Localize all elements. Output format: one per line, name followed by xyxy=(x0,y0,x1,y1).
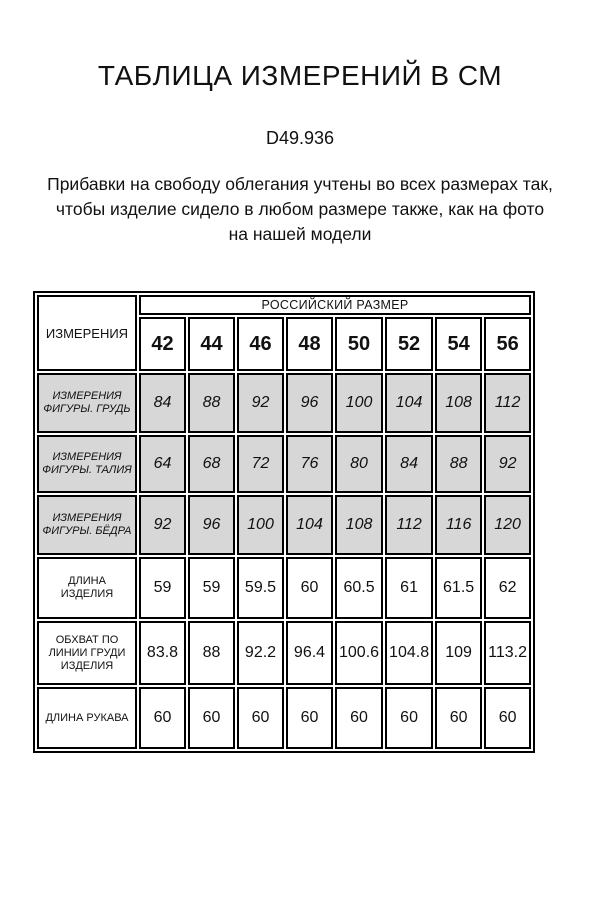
measurement-cell: 100 xyxy=(237,495,284,555)
measurement-cell: 92 xyxy=(484,435,531,493)
measurement-cell: 88 xyxy=(435,435,482,493)
measurement-cell: 112 xyxy=(385,495,433,555)
size-column-header: 46 xyxy=(237,317,284,371)
measurement-cell: 92.2 xyxy=(237,621,284,685)
measurements-table xyxy=(33,291,535,753)
size-column-header: 42 xyxy=(139,317,186,371)
size-column-header: 54 xyxy=(435,317,482,371)
product-code: D49.936 xyxy=(265,128,335,148)
measurement-cell: 72 xyxy=(237,435,284,493)
measurement-cell: 60 xyxy=(286,557,333,619)
measurement-cell: 88 xyxy=(188,373,235,433)
fit-note xyxy=(0,172,600,247)
measurement-cell: 96.4 xyxy=(286,621,333,685)
table-row-body-waist xyxy=(37,435,531,493)
row-label: ИЗМЕРЕНИЯ ФИГУРЫ. ТАЛИЯ xyxy=(37,435,137,493)
table-row-body-chest xyxy=(37,373,531,433)
measurement-cell: 113.2 xyxy=(484,621,531,685)
row-label: ОБХВАТ ПО ЛИНИИ ГРУДИ ИЗДЕЛИЯ xyxy=(37,621,137,685)
size-column-header: 50 xyxy=(335,317,383,371)
measurements-corner-header: ИЗМЕРЕНИЯ xyxy=(37,295,137,371)
measurement-cell: 104 xyxy=(286,495,333,555)
measurement-cell: 84 xyxy=(385,435,433,493)
row-label: ДЛИНА РУКАВА xyxy=(37,687,137,749)
measurement-cell: 60.5 xyxy=(335,557,383,619)
measurement-cell: 62 xyxy=(484,557,531,619)
table-row-garment-chest xyxy=(37,621,531,685)
measurement-cell: 60 xyxy=(484,687,531,749)
measurement-cell: 60 xyxy=(286,687,333,749)
measurement-cell: 88 xyxy=(188,621,235,685)
fit-note-line: Прибавки на свободу облегания учтены во всех размерах так, xyxy=(47,174,553,194)
measurement-cell: 116 xyxy=(435,495,482,555)
measurement-cell: 109 xyxy=(435,621,482,685)
table-row-sleeve-length xyxy=(37,687,531,749)
measurement-cell: 120 xyxy=(484,495,531,555)
measurement-cell: 64 xyxy=(139,435,186,493)
russian-size-group-header: РОССИЙСКИЙ РАЗМЕР xyxy=(139,295,531,315)
measurement-cell: 59.5 xyxy=(237,557,284,619)
measurement-cell: 100 xyxy=(335,373,383,433)
measurement-cell: 83.8 xyxy=(139,621,186,685)
measurement-cell: 59 xyxy=(139,557,186,619)
measurement-cell: 61.5 xyxy=(435,557,482,619)
measurement-cell: 92 xyxy=(237,373,284,433)
measurement-cell: 92 xyxy=(139,495,186,555)
measurement-cell: 80 xyxy=(335,435,383,493)
row-label: ИЗМЕРЕНИЯ ФИГУРЫ. ГРУДЬ xyxy=(37,373,137,433)
measurement-cell: 60 xyxy=(435,687,482,749)
measurement-cell: 108 xyxy=(435,373,482,433)
measurement-cell: 68 xyxy=(188,435,235,493)
measurement-cell: 60 xyxy=(139,687,186,749)
measurement-cell: 108 xyxy=(335,495,383,555)
table-row-garment-length xyxy=(37,557,531,619)
measurement-cell: 60 xyxy=(335,687,383,749)
measurement-cell: 61 xyxy=(385,557,433,619)
row-label: ИЗМЕРЕНИЯ ФИГУРЫ. БЁДРА xyxy=(37,495,137,555)
table-row-body-hips xyxy=(37,495,531,555)
measurement-cell: 100.6 xyxy=(335,621,383,685)
measurement-cell: 104 xyxy=(385,373,433,433)
size-column-header: 52 xyxy=(385,317,433,371)
measurement-cell: 96 xyxy=(286,373,333,433)
fit-note-line: на нашей модели xyxy=(228,224,372,244)
size-column-header: 56 xyxy=(484,317,531,371)
measurement-cell: 60 xyxy=(385,687,433,749)
measurement-cell: 60 xyxy=(188,687,235,749)
row-label: ДЛИНА ИЗДЕЛИЯ xyxy=(37,557,137,619)
page-title: ТАБЛИЦА ИЗМЕРЕНИЙ В СМ xyxy=(97,60,503,91)
size-column-header: 44 xyxy=(188,317,235,371)
measurement-cell: 96 xyxy=(188,495,235,555)
measurement-cell: 84 xyxy=(139,373,186,433)
measurement-cell: 76 xyxy=(286,435,333,493)
size-column-header: 48 xyxy=(286,317,333,371)
measurement-cell: 59 xyxy=(188,557,235,619)
group-header-row xyxy=(37,295,531,315)
fit-note-line: чтобы изделие сидело в любом размере также, как на фото xyxy=(55,199,545,219)
measurement-cell: 104.8 xyxy=(385,621,433,685)
measurement-cell: 60 xyxy=(237,687,284,749)
measurement-cell: 112 xyxy=(484,373,531,433)
